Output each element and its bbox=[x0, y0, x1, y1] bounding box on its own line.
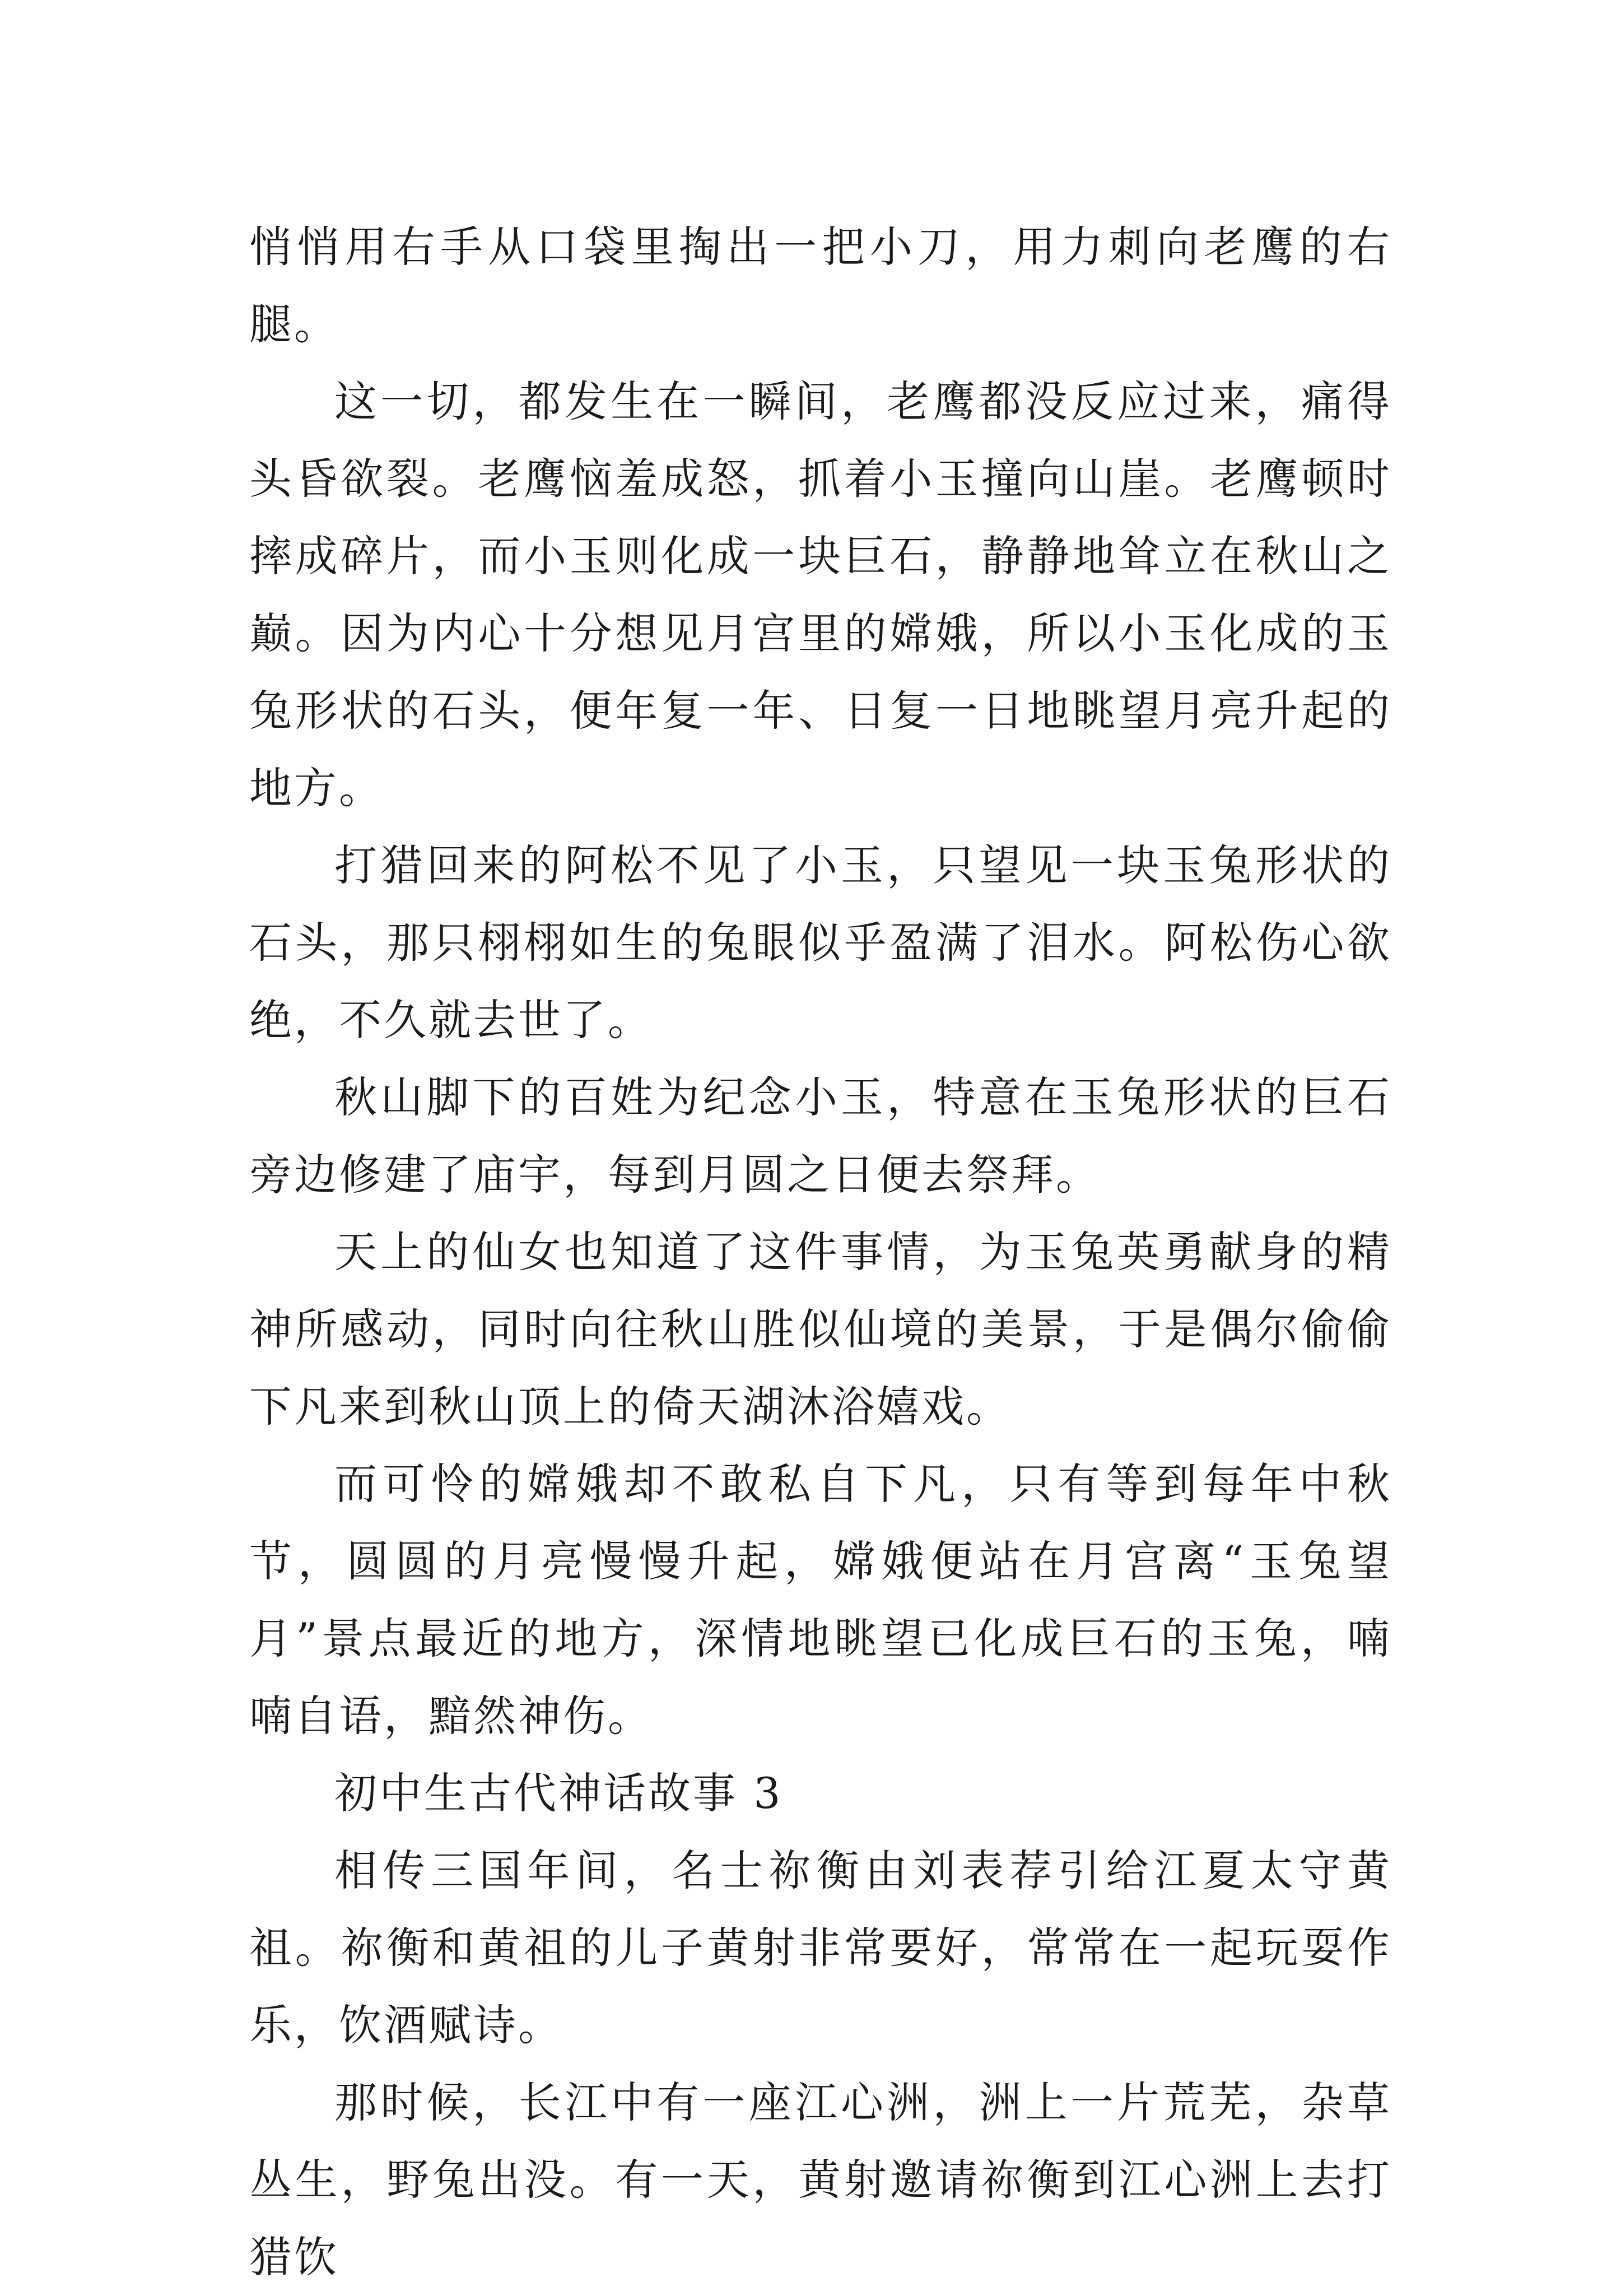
paragraph-continuation: 悄悄用右手从口袋里掏出一把小刀，用力刺向老鹰的右腿。 bbox=[249, 222, 1392, 349]
paragraph: 这一切，都发生在一瞬间，老鹰都没反应过来，痛得头昏欲裂。老鹰恼羞成怒，抓着小玉撞向山崖。老鹰顿时摔成碎片，而小玉则化成一块巨石，静静地耸立在秋山之巅。因为内心十分想见月宫里的嫦娥，所以小玉化成的玉兔形状的石头，便年复一年、日复一日地眺望月亮升起的地方。 bbox=[249, 377, 1392, 813]
section-heading: 初中生古代神话故事 3 bbox=[334, 1768, 783, 1818]
paragraph: 天上的仙女也知道了这件事情，为玉兔英勇献身的精神所感动，同时向往秋山胜似仙境的美景，于是偶尔偷偷下凡来到秋山顶上的倚天湖沐浴嬉戏。 bbox=[249, 1227, 1392, 1431]
paragraph: 而可怜的嫦娥却不敢私自下凡，只有等到每年中秋节，圆圆的月亮慢慢升起，嫦娥便站在月宫离“玉兔望月”景点最近的地方，深情地眺望已化成巨石的玉兔，喃喃自语，黯然神伤。 bbox=[249, 1459, 1392, 1741]
paragraph: 打猎回来的阿松不见了小玉，只望见一块玉兔形状的石头，那只栩栩如生的兔眼似乎盈满了泪水。阿松伤心欲绝，不久就去世了。 bbox=[249, 840, 1392, 1045]
paragraph: 相传三国年间，名士祢衡由刘表荐引给江夏太守黄祖。祢衡和黄祖的儿子黄射非常要好，常常在一起玩耍作乐，饮酒赋诗。 bbox=[249, 1846, 1392, 2050]
paragraph: 那时候，长江中有一座江心洲，洲上一片荒芜，杂草丛生，野兔出没。有一天，黄射邀请祢衡到江心洲上去打猎饮 bbox=[249, 2077, 1392, 2282]
paragraph: 秋山脚下的百姓为纪念小玉，特意在玉兔形状的巨石旁边修建了庙宇，每到月圆之日便去祭拜。 bbox=[249, 1072, 1392, 1200]
document-body bbox=[249, 208, 1392, 2296]
